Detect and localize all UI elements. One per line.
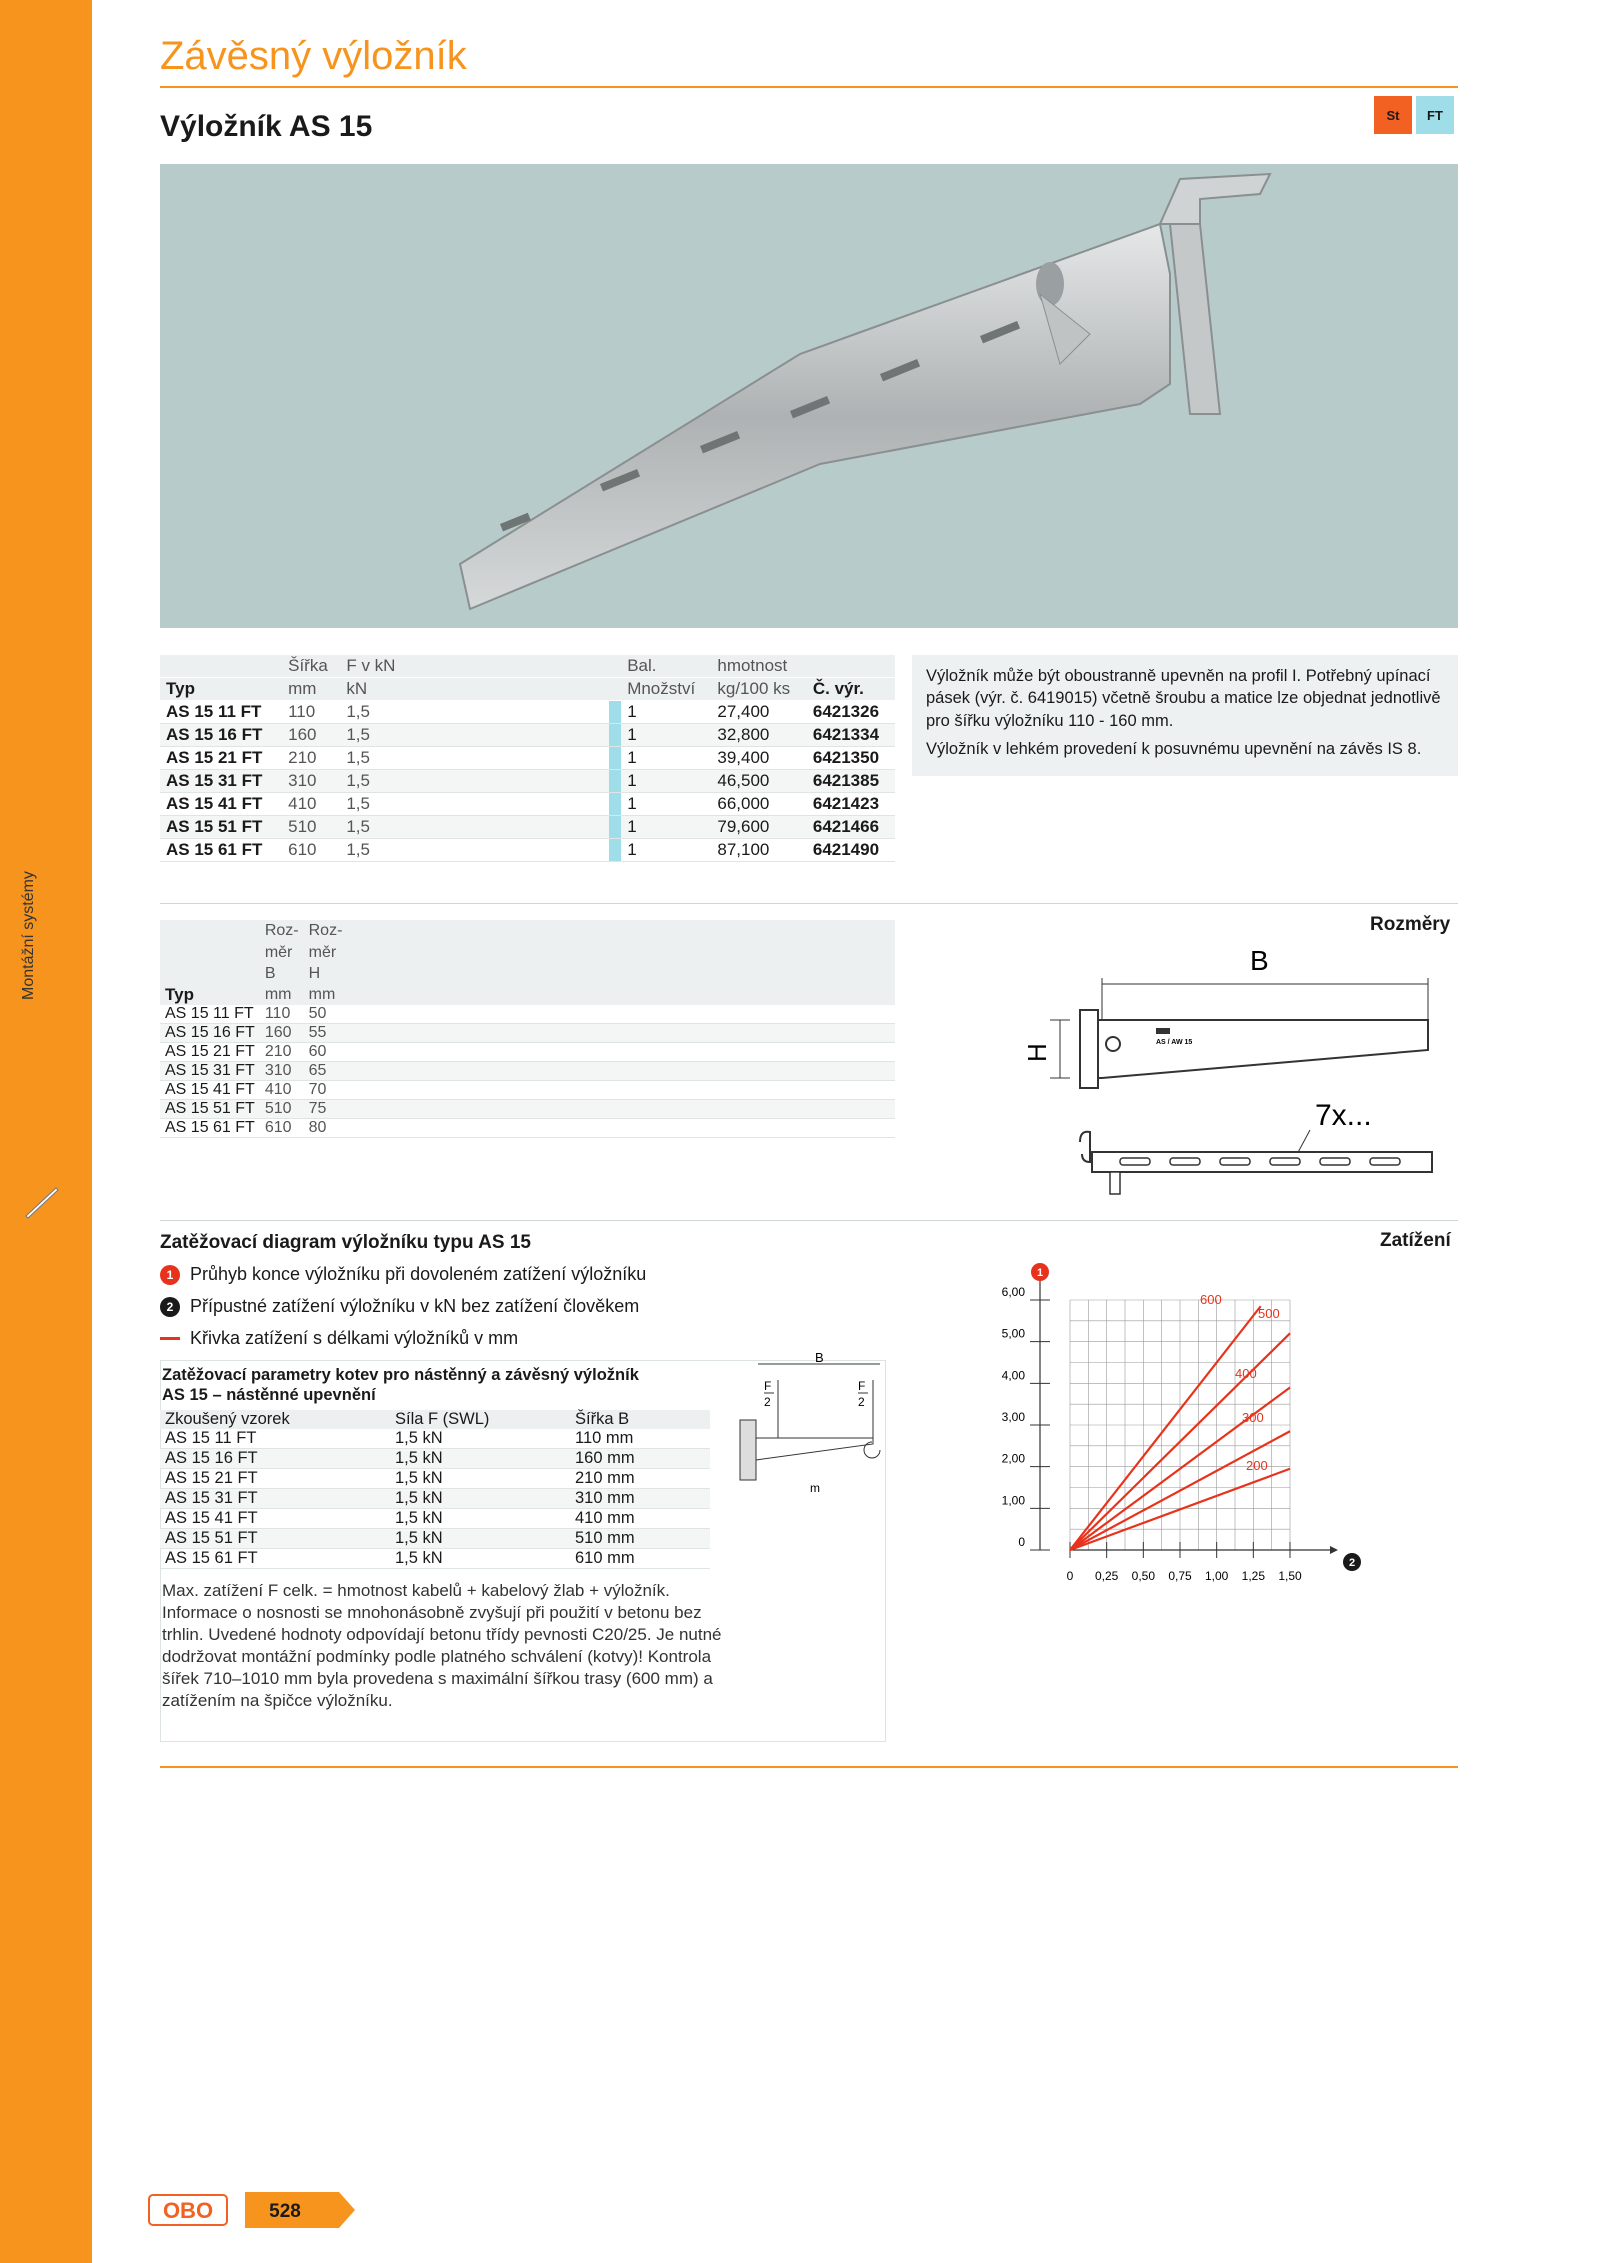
- cell-type: AS 15 41 FT: [160, 793, 282, 816]
- series-label: 500: [1258, 1306, 1280, 1321]
- cell-width: 160 mm: [570, 1449, 710, 1469]
- table-row: [160, 839, 895, 862]
- legend-item: [160, 1328, 518, 1349]
- series-label: 400: [1235, 1366, 1257, 1381]
- note-text: Výložník v lehkém provedení k posuvnému upevnění na závěs IS 8.: [926, 739, 1422, 758]
- cell-b: 160: [260, 1023, 304, 1042]
- cell-sample: AS 15 11 FT: [160, 1429, 390, 1449]
- table-row: [160, 770, 895, 793]
- params-note: Max. zatížení F celk. = hmotnost kabelů + kabelový žlab + výložník. Informace o nosnosti se mnohonásobně zvyšují při použití v betonu bez trhlin. Uvedené hodnoty odpovídají betonu třídy pevnosti C20/25. Je nutné dodržovat montážní podmínky podle platného schválení (kotvy)! Kontrola šířek 710–1010 mm byla provedena s maximální šířkou trasy (600 mm) a zatížením na špičce výložníku.: [162, 1581, 722, 1711]
- cell-article: 6421466: [807, 816, 895, 839]
- table-header-cell: Bal.: [621, 655, 711, 678]
- brand-text: OBO: [162, 2198, 214, 2223]
- head-b-line: měr: [264, 943, 293, 961]
- cell-sample: AS 15 21 FT: [160, 1469, 390, 1489]
- cell-empty: [409, 724, 609, 747]
- head-b-line: B: [264, 965, 276, 983]
- cell-empty: [409, 701, 609, 724]
- table-row: [160, 1042, 895, 1061]
- cell-force: 1,5: [340, 724, 409, 747]
- diag-2: 2: [764, 1395, 771, 1409]
- table-row: [160, 724, 895, 747]
- obo-logo: [148, 2194, 228, 2226]
- cell-qty: 1: [621, 701, 711, 724]
- cell-article: 6421350: [807, 747, 895, 770]
- cell-h: 65: [304, 1061, 895, 1080]
- sidebar-label: Montážní systémy: [20, 871, 37, 1000]
- table-row: [160, 1099, 895, 1118]
- cell-force: 1,5: [340, 747, 409, 770]
- table-header-spacer: [609, 655, 621, 678]
- series-label: 200: [1246, 1458, 1268, 1473]
- cell-h: 60: [304, 1042, 895, 1061]
- cell-qty: 1: [621, 747, 711, 770]
- dim-label-b: B: [1250, 945, 1269, 976]
- cell-sample: AS 15 31 FT: [160, 1489, 390, 1509]
- cell-article: 6421490: [807, 839, 895, 862]
- cell-type: AS 15 31 FT: [160, 770, 282, 793]
- cell-type: AS 15 16 FT: [160, 724, 282, 747]
- legend-item: [160, 1264, 646, 1285]
- marker-1-label: 1: [1036, 1267, 1044, 1279]
- series-label: 300: [1242, 1410, 1264, 1425]
- ft-marker: [609, 839, 621, 862]
- table-header-cell: mm: [308, 985, 336, 1003]
- table-header-row: [160, 1410, 710, 1429]
- cell-h: 70: [304, 1080, 895, 1099]
- table-row: [160, 793, 895, 816]
- cell-h: 75: [304, 1099, 895, 1118]
- cell-type: AS 15 41 FT: [160, 1080, 260, 1099]
- y-tick-label: 5,00: [1001, 1326, 1025, 1341]
- cell-force: 1,5 kN: [390, 1509, 570, 1529]
- product-table: [160, 655, 895, 862]
- cell-width: 110 mm: [570, 1429, 710, 1449]
- diag-2: 2: [858, 1395, 865, 1409]
- page-title: Závěsný výložník: [160, 34, 467, 78]
- table-header-cell: hmotnost: [711, 655, 807, 678]
- table-row: [160, 1080, 895, 1099]
- page-number-tab: [245, 2192, 355, 2228]
- legend-item: [160, 1296, 639, 1317]
- table-row: [160, 1449, 710, 1469]
- x-tick-label: 0: [1066, 1569, 1074, 1583]
- table-header-cell: Šířka B: [575, 1410, 630, 1428]
- cell-empty: [409, 747, 609, 770]
- legend-text: Křivka zatížení s délkami výložníků v mm: [190, 1328, 519, 1348]
- cell-weight: 39,400: [711, 747, 807, 770]
- cell-empty: [409, 839, 609, 862]
- load-chart: [990, 1260, 1460, 1620]
- cell-weight: 46,500: [711, 770, 807, 793]
- head-h-line: Roz-: [308, 922, 343, 939]
- table-header-cell: F v kN: [340, 655, 409, 678]
- table-row: [160, 1489, 710, 1509]
- cell-empty: [409, 816, 609, 839]
- cell-force: 1,5: [340, 816, 409, 839]
- cell-h: 80: [304, 1118, 895, 1137]
- x-tick-label: 0,75: [1168, 1569, 1192, 1583]
- cell-force: 1,5 kN: [390, 1529, 570, 1549]
- table-row: [160, 1023, 895, 1042]
- cell-type: AS 15 11 FT: [160, 1005, 260, 1024]
- cell-width: 510: [282, 816, 340, 839]
- table-header-cell: mm: [282, 678, 340, 701]
- x-tick-label: 0,50: [1131, 1569, 1156, 1583]
- cell-type: AS 15 21 FT: [160, 1042, 260, 1061]
- cell-weight: 32,800: [711, 724, 807, 747]
- cell-qty: 1: [621, 816, 711, 839]
- table-row: [160, 701, 895, 724]
- cell-force: 1,5 kN: [390, 1489, 570, 1509]
- y-tick-label: 4,00: [1001, 1368, 1025, 1383]
- y-tick-label: 2,00: [1001, 1451, 1025, 1466]
- dimensions-heading: Rozměry: [1370, 914, 1451, 935]
- badge-st: St: [1374, 96, 1412, 134]
- head-b-line: Roz-: [264, 922, 299, 939]
- table-header-row: [160, 985, 895, 1005]
- load-right-heading: Zatížení: [1380, 1230, 1451, 1251]
- cell-h: 55: [304, 1023, 895, 1042]
- cell-force: 1,5 kN: [390, 1429, 570, 1449]
- load-heading: Zatěžovací diagram výložníku typu AS 15: [160, 1232, 531, 1253]
- head-h-line: měr: [308, 943, 337, 961]
- table-header-cell: mm: [264, 985, 292, 1003]
- table-row: [160, 1549, 710, 1569]
- product-title: Výložník AS 15: [160, 110, 373, 143]
- ft-marker: [609, 770, 621, 793]
- cell-b: 110: [260, 1005, 304, 1024]
- diag-b: B: [815, 1350, 824, 1365]
- page-number: 528: [269, 2201, 301, 2222]
- cell-type: AS 15 21 FT: [160, 747, 282, 770]
- cell-b: 510: [260, 1099, 304, 1118]
- number-badge: 1: [160, 1265, 180, 1285]
- cell-width: 160: [282, 724, 340, 747]
- legend-text: Přípustné zatížení výložníku v kN bez zatížení člověkem: [190, 1296, 640, 1316]
- number-badge: 2: [160, 1297, 180, 1317]
- cell-force: 1,5: [340, 839, 409, 862]
- table-header-cell: [260, 920, 304, 985]
- force-diagram: [730, 1350, 890, 1510]
- table-header-cell: [409, 678, 609, 701]
- title-rule: [160, 86, 1458, 88]
- table-header-cell: Typ: [165, 984, 194, 1004]
- dim-stamp: AS / AW 15: [1156, 1039, 1193, 1046]
- cell-qty: 1: [621, 724, 711, 747]
- cell-weight: 87,100: [711, 839, 807, 862]
- y-tick-label: 6,00: [1001, 1285, 1025, 1299]
- table-row: [160, 1061, 895, 1080]
- table-row: [160, 1509, 710, 1529]
- params-table: [160, 1410, 710, 1569]
- table-header-row: [160, 678, 895, 701]
- cell-b: 410: [260, 1080, 304, 1099]
- table-header-cell: [304, 920, 895, 985]
- table-header-cell: Šířka: [282, 655, 340, 678]
- ft-marker: [609, 701, 621, 724]
- cell-width: 210 mm: [570, 1469, 710, 1489]
- cell-b: 610: [260, 1118, 304, 1137]
- y-tick-label: 1,00: [1001, 1493, 1025, 1508]
- legend-text: Průhyb konce výložníku při dovoleném zatížení výložníku: [190, 1264, 647, 1284]
- cell-weight: 27,400: [711, 701, 807, 724]
- diag-f: F: [764, 1379, 772, 1393]
- cell-force: 1,5: [340, 770, 409, 793]
- y-tick-label: 3,00: [1001, 1410, 1025, 1424]
- cell-width: 310: [282, 770, 340, 793]
- ft-marker: [609, 816, 621, 839]
- cell-b: 310: [260, 1061, 304, 1080]
- cell-article: 6421423: [807, 793, 895, 816]
- table-row: [160, 816, 895, 839]
- table-header-cell: kN: [340, 678, 409, 701]
- ft-marker: [609, 747, 621, 770]
- cell-force: 1,5 kN: [390, 1449, 570, 1469]
- cell-article: 6421385: [807, 770, 895, 793]
- x-tick-label: 1,50: [1278, 1569, 1302, 1583]
- table-header-cell: Č. výr.: [807, 678, 895, 701]
- x-tick-label: 0,25: [1094, 1569, 1119, 1583]
- params-title: [162, 1366, 722, 1406]
- cell-empty: [409, 770, 609, 793]
- dim-label-h: H: [1022, 1043, 1052, 1062]
- table-header-cell: [160, 655, 282, 678]
- note-text: Výložník může být oboustranně upevněn na profil I. Potřebný upínací pásek (výr. č. 6419015) včetně šroubu a matice lze objednat jednotlivě pro šířku výložníku 110 - 160 mm.: [926, 667, 1441, 730]
- table-header-cell: Množství: [621, 678, 711, 701]
- sidebar: [0, 0, 92, 2263]
- cell-sample: AS 15 41 FT: [160, 1509, 390, 1529]
- bottom-rule: [160, 1766, 1458, 1768]
- red-line-icon: [160, 1337, 180, 1340]
- dimensions-table: [160, 920, 895, 1138]
- bracket-icon: [22, 1180, 62, 1220]
- table-header-cell: kg/100 ks: [711, 678, 807, 701]
- cell-width: 510 mm: [570, 1529, 710, 1549]
- cell-width: 310 mm: [570, 1489, 710, 1509]
- table-header-cell: Zkoušený vzorek: [165, 1410, 290, 1428]
- cell-width: 110: [282, 701, 340, 724]
- cell-width: 610 mm: [570, 1549, 710, 1569]
- ft-marker: [609, 724, 621, 747]
- cell-force: 1,5: [340, 701, 409, 724]
- table-row: [160, 1118, 895, 1137]
- cell-width: 410 mm: [570, 1509, 710, 1529]
- badge-ft: FT: [1416, 96, 1454, 134]
- cell-type: AS 15 16 FT: [160, 1023, 260, 1042]
- cell-qty: 1: [621, 839, 711, 862]
- params-title-line: AS 15 – nástěnné upevnění: [162, 1385, 376, 1404]
- cell-qty: 1: [621, 770, 711, 793]
- cell-type: AS 15 51 FT: [160, 1099, 260, 1118]
- series-line: [1070, 1306, 1261, 1550]
- table-header-cell: [409, 655, 609, 678]
- cell-sample: AS 15 16 FT: [160, 1449, 390, 1469]
- cell-empty: [409, 793, 609, 816]
- cell-type: AS 15 61 FT: [160, 1118, 260, 1137]
- table-row: [160, 747, 895, 770]
- head-h-line: H: [308, 965, 321, 983]
- cell-weight: 66,000: [711, 793, 807, 816]
- x-tick-label: 1,25: [1241, 1569, 1266, 1583]
- table-header-spacer: [609, 678, 621, 701]
- table-header-cell: Síla F (SWL): [395, 1410, 490, 1428]
- table-row: [160, 1005, 895, 1024]
- params-title-line: Zatěžovací parametry kotev pro nástěnný a závěsný výložník: [162, 1366, 639, 1384]
- table-header-row: [160, 920, 895, 985]
- x-axis-arrow: [1330, 1546, 1338, 1554]
- cell-weight: 79,600: [711, 816, 807, 839]
- dim-label-7x: 7x...: [1315, 1099, 1372, 1132]
- cell-force: 1,5: [340, 793, 409, 816]
- cell-type: AS 15 61 FT: [160, 839, 282, 862]
- section-divider: [160, 1220, 1458, 1221]
- cell-force: 1,5 kN: [390, 1469, 570, 1489]
- cell-qty: 1: [621, 793, 711, 816]
- dimension-drawing: [1010, 940, 1460, 1200]
- cell-force: 1,5 kN: [390, 1549, 570, 1569]
- x-tick-label: 1,00: [1204, 1569, 1229, 1583]
- cell-h: 50: [304, 1005, 895, 1024]
- table-row: [160, 1529, 710, 1549]
- table-row: [160, 1469, 710, 1489]
- cell-article: 6421326: [807, 701, 895, 724]
- cell-type: AS 15 11 FT: [160, 701, 282, 724]
- table-row: [160, 1429, 710, 1449]
- table-header-row: [160, 655, 895, 678]
- table-header-cell: [160, 920, 260, 985]
- cell-sample: AS 15 51 FT: [160, 1529, 390, 1549]
- cell-width: 410: [282, 793, 340, 816]
- product-photo: [160, 164, 1458, 628]
- table-header-cell: [807, 655, 895, 678]
- cell-b: 210: [260, 1042, 304, 1061]
- y-tick-label: 0: [1018, 1535, 1025, 1549]
- cell-width: 210: [282, 747, 340, 770]
- marker-2-label: 2: [1348, 1557, 1356, 1569]
- ft-marker: [609, 793, 621, 816]
- diag-f: F: [858, 1379, 866, 1393]
- diag-m: m: [810, 1481, 820, 1495]
- section-divider: [160, 903, 1458, 904]
- note-box: [912, 655, 1458, 776]
- cell-article: 6421334: [807, 724, 895, 747]
- cell-sample: AS 15 61 FT: [160, 1549, 390, 1569]
- cell-type: AS 15 31 FT: [160, 1061, 260, 1080]
- table-header-cell: Typ: [160, 678, 282, 701]
- cell-width: 610: [282, 839, 340, 862]
- series-label: 600: [1200, 1292, 1222, 1307]
- cell-type: AS 15 51 FT: [160, 816, 282, 839]
